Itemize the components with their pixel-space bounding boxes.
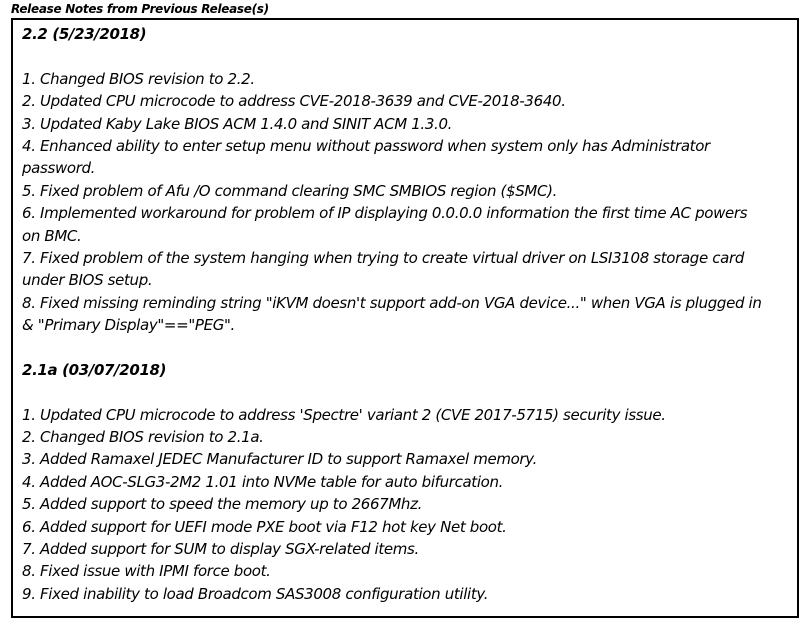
spacer	[22, 336, 792, 358]
release-notes-box	[11, 18, 799, 618]
note-line: on BMC.	[22, 226, 82, 245]
note-line: 3. Added Ramaxel JEDEC Manufacturer ID to support Ramaxel memory.	[22, 450, 538, 469]
note-line: 5. Added support to speed the memory up to 2667Mhz.	[22, 495, 423, 514]
version-heading-2-2: 2.2 (5/23/2018)	[22, 25, 147, 43]
note-line: 1. Changed BIOS revision to 2.2.	[22, 69, 255, 88]
note-line: under BIOS setup.	[22, 271, 153, 290]
note-line: 8. Fixed missing reminding string "iKVM doesn't support add-on VGA device..." when VGA is plugged in	[22, 293, 762, 312]
note-line: 2. Updated CPU microcode to address CVE-2018-3639 and CVE-2018-3640.	[22, 92, 566, 111]
note-line: 6. Added support for UEFI mode PXE boot via F12 hot key Net boot.	[22, 517, 507, 536]
note-line: 1. Updated CPU microcode to address 'Spectre' variant 2 (CVE 2017-5715) security issue.	[22, 405, 666, 424]
note-line: 4. Added AOC-SLG3-2M2 1.01 into NVMe table for auto bifurcation.	[22, 472, 504, 491]
note-line: 2. Changed BIOS revision to 2.1a.	[22, 428, 264, 447]
note-line: 8. Fixed issue with IPMI force boot.	[22, 562, 271, 581]
note-line: 9. Fixed inability to load Broadcom SAS3008 configuration utility.	[22, 584, 489, 603]
note-line: 4. Enhanced ability to enter setup menu without password when system only has Administrator	[22, 136, 710, 155]
release-notes-content	[22, 23, 792, 605]
release-notes-heading: Release Notes from Previous Release(s)	[11, 2, 269, 16]
note-line: 7. Added support for SUM to display SGX-related items.	[22, 539, 419, 558]
version-heading-2-1a: 2.1a (03/07/2018)	[22, 360, 167, 379]
note-line: 7. Fixed problem of the system hanging when trying to create virtual driver on LSI3108 storage card	[22, 248, 744, 267]
note-line: & "Primary Display"=="PEG".	[22, 316, 235, 335]
spacer	[22, 45, 792, 67]
note-line: password.	[22, 159, 96, 178]
spacer	[22, 381, 792, 403]
note-line: 5. Fixed problem of Afu /O command clearing SMC SMBIOS region ($SMC).	[22, 181, 558, 200]
note-line: 6. Implemented workaround for problem of IP displaying 0.0.0.0 information the first time AC powers	[22, 204, 748, 223]
note-line: 3. Updated Kaby Lake BIOS ACM 1.4.0 and SINIT ACM 1.3.0.	[22, 114, 453, 133]
